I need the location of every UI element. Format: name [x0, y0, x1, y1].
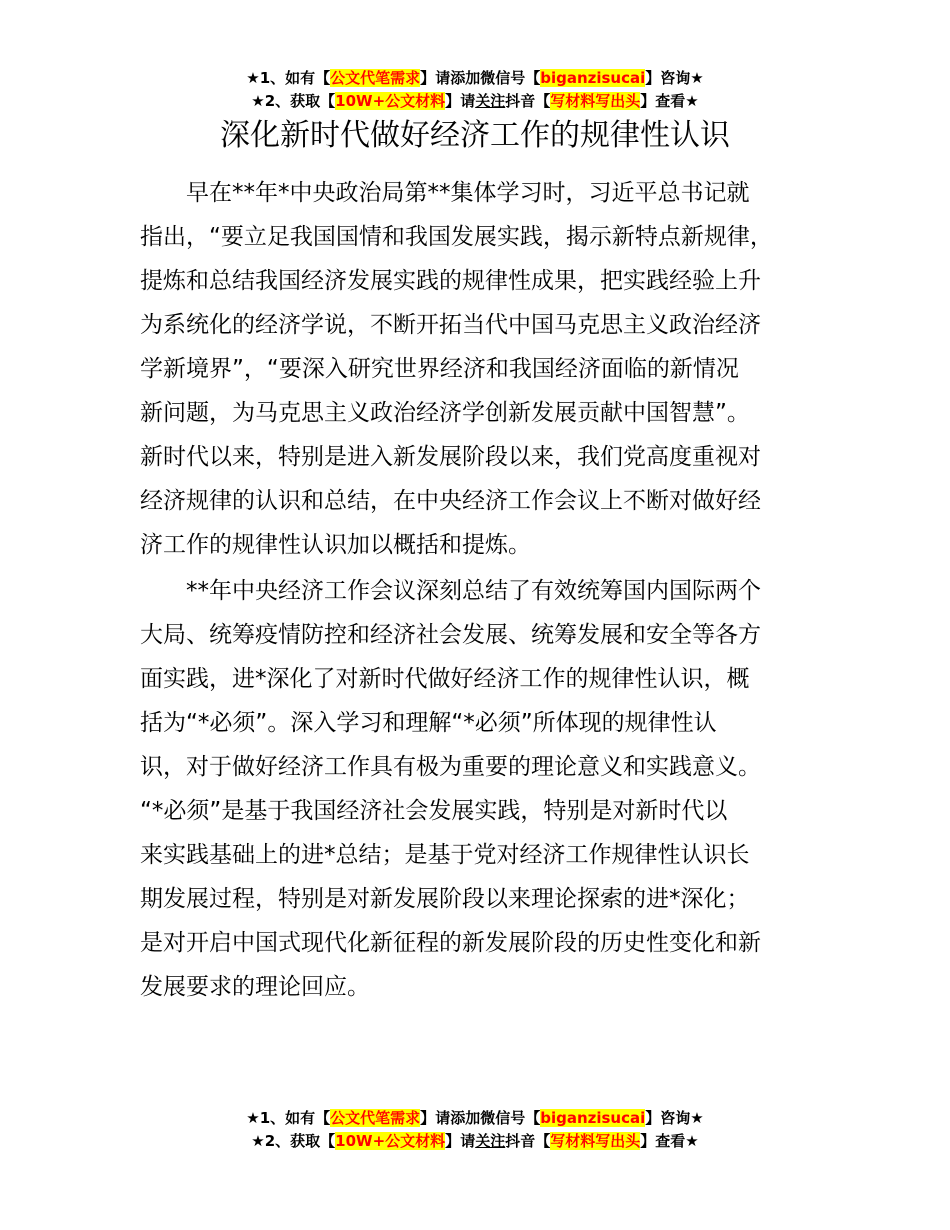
- paragraph-line: 新时代以来，特别是进入新发展阶段以来，我们党高度重视对: [140, 444, 761, 470]
- bracket: 】: [640, 1132, 656, 1150]
- paragraph-1: [140, 171, 830, 567]
- paragraph-line: 为系统化的经济学说，不断开拓当代中国马克思主义政治经济: [140, 312, 761, 338]
- banner-text: 查看★: [655, 1132, 699, 1150]
- banner-line-1: [0, 1107, 950, 1130]
- paragraph-line: 来实践基础上的进*总结；是基于党对经济工作规律性认识长: [140, 842, 750, 868]
- bracket: 】: [445, 1132, 461, 1150]
- paragraph-line: 学新境界”，“要深入研究世界经济和我国经济面临的新情况: [140, 356, 739, 382]
- highlight-ghostwriting: 公文代笔需求: [330, 69, 421, 87]
- paragraph-line: 发展要求的理论回应。: [140, 974, 370, 1000]
- banner-text: 咨询★: [660, 1109, 704, 1127]
- banner-text: 咨询★: [660, 69, 704, 87]
- paragraph-line: 早在**年*中央政治局第**集体学习时，习近平总书记就: [186, 180, 750, 206]
- bracket: 【: [535, 92, 551, 110]
- banner-line-1: [0, 67, 950, 90]
- banner-line-2: [0, 1130, 950, 1153]
- banner-text-underlined: 关注: [475, 92, 506, 110]
- document-title: 深化新时代做好经济工作的规律性认识: [220, 118, 730, 153]
- highlight-materials: 10W+公文材料: [335, 1132, 446, 1150]
- paragraph-line: 提炼和总结我国经济发展实践的规律性成果，把实践经验上升: [140, 268, 761, 294]
- paragraph-line: 新问题，为马克思主义政治经济学创新发展贡献中国智慧”。: [140, 400, 750, 426]
- banner-line-2: [0, 90, 950, 113]
- bracket: 【: [315, 1109, 331, 1127]
- header-banner: [0, 67, 950, 113]
- banner-text-underlined: 关注: [475, 1132, 506, 1150]
- bracket: 】: [645, 1109, 661, 1127]
- banner-text: 请: [460, 92, 476, 110]
- banner-text: ★1、如有: [246, 1109, 316, 1127]
- paragraph-line: 识，对于做好经济工作具有极为重要的理论意义和实践意义。: [140, 754, 761, 780]
- highlight-wechat-id: biganzisucai: [540, 1109, 646, 1127]
- banner-text: 请添加微信号: [435, 69, 526, 87]
- paragraph-line: “*必须”是基于我国经济社会发展实践，特别是对新时代以: [140, 798, 728, 824]
- bracket: 】: [640, 92, 656, 110]
- paragraph-line: 面实践，进*深化了对新时代做好经济工作的规律性认识，概: [140, 666, 750, 692]
- banner-text: ★2、获取: [251, 92, 321, 110]
- paragraph-line: 大局、统筹疫情防控和经济社会发展、统筹发展和安全等各方: [140, 622, 761, 648]
- bracket: 【: [320, 92, 336, 110]
- highlight-materials: 10W+公文材料: [335, 92, 446, 110]
- paragraph-2: [140, 569, 830, 1009]
- highlight-ghostwriting: 公文代笔需求: [330, 1109, 421, 1127]
- banner-text: 查看★: [655, 92, 699, 110]
- banner-text: 抖音: [505, 92, 536, 110]
- paragraph-line: 是对开启中国式现代化新征程的新发展阶段的历史性变化和新: [140, 930, 761, 956]
- highlight-douyin-account: 写材料写出头: [550, 92, 641, 110]
- paragraph-line: 期发展过程，特别是对新发展阶段以来理论探索的进*深化；: [140, 886, 750, 912]
- highlight-wechat-id: biganzisucai: [540, 69, 646, 87]
- bracket: 【: [525, 1109, 541, 1127]
- highlight-douyin-account: 写材料写出头: [550, 1132, 641, 1150]
- paragraph-line: 经济规律的认识和总结，在中央经济工作会议上不断对做好经: [140, 488, 761, 514]
- bracket: 】: [420, 69, 436, 87]
- bracket: 】: [420, 1109, 436, 1127]
- banner-text: ★2、获取: [251, 1132, 321, 1150]
- bracket: 【: [535, 1132, 551, 1150]
- paragraph-line: 括为“*必须”。深入学习和理解“*必须”所体现的规律性认: [140, 710, 717, 736]
- banner-text: 请: [460, 1132, 476, 1150]
- banner-text: ★1、如有: [246, 69, 316, 87]
- footer-banner: [0, 1107, 950, 1153]
- banner-text: 请添加微信号: [435, 1109, 526, 1127]
- banner-text: 抖音: [505, 1132, 536, 1150]
- bracket: 【: [315, 69, 331, 87]
- bracket: 【: [320, 1132, 336, 1150]
- bracket: 】: [645, 69, 661, 87]
- paragraph-line: 济工作的规律性认识加以概括和提炼。: [140, 532, 531, 558]
- bracket: 【: [525, 69, 541, 87]
- bracket: 】: [445, 92, 461, 110]
- paragraph-line: 指出，“要立足我国国情和我国发展实践，揭示新特点新规律，: [140, 224, 773, 250]
- paragraph-line: **年中央经济工作会议深刻总结了有效统筹国内国际两个: [186, 578, 761, 604]
